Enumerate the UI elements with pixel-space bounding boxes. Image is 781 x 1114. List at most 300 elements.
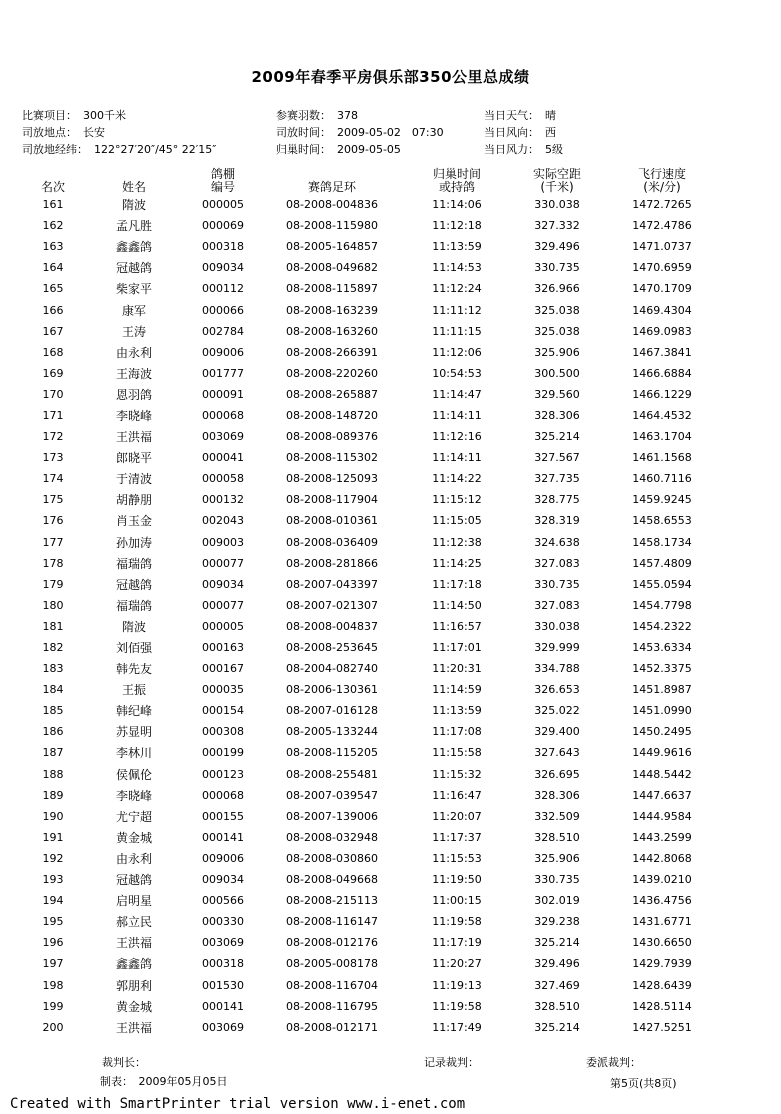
weather-label: 当日天气： (484, 109, 539, 122)
cell-distance: 302.019 (534, 894, 580, 908)
cell-rank: 190 (42, 809, 64, 823)
cell-speed: 1452.3375 (632, 662, 692, 676)
table-row (22, 785, 722, 806)
cell-speed: 1472.7265 (632, 198, 692, 212)
cell-ring: 08-2005-133244 (286, 725, 378, 739)
cell-distance: 325.038 (534, 303, 580, 317)
cell-loft: 000041 (202, 451, 244, 465)
cell-distance: 325.214 (534, 936, 580, 950)
cell-name: 冠越鸽 (115, 261, 152, 276)
cell-speed: 1460.7116 (632, 472, 692, 486)
weather-value: 晴 (545, 109, 556, 122)
cell-distance: 329.238 (534, 915, 580, 929)
cell-time: 11:14:47 (432, 387, 482, 401)
cell-ring: 08-2004-082740 (286, 662, 378, 676)
cell-time: 11:17:37 (432, 830, 482, 844)
cell-ring: 08-2008-116795 (286, 999, 378, 1013)
cell-distance: 325.022 (534, 704, 580, 718)
cell-name: 郝立民 (115, 915, 152, 930)
cell-speed: 1455.0594 (632, 577, 692, 591)
cell-ring: 08-2008-030860 (286, 851, 378, 865)
cell-ring: 08-2008-049682 (286, 261, 378, 275)
cell-ring: 08-2008-116147 (286, 915, 378, 929)
cell-time: 11:13:59 (432, 704, 482, 718)
cell-distance: 325.214 (534, 1020, 580, 1034)
cell-distance: 327.567 (534, 451, 580, 465)
cell-speed: 1439.0210 (632, 873, 692, 887)
table-row (22, 679, 722, 700)
release-time-value: 2009-05-02 07:30 (337, 126, 444, 139)
table-row (22, 553, 722, 574)
page-number: 第5页(共8页) (610, 1077, 677, 1090)
table-row (22, 932, 722, 953)
cell-time: 11:16:57 (432, 619, 482, 633)
cell-distance: 328.306 (534, 408, 580, 422)
cell-speed: 1450.2495 (632, 725, 692, 739)
cell-distance: 300.500 (534, 366, 580, 380)
cell-name: 王洪福 (115, 1020, 152, 1035)
table-row (22, 426, 722, 447)
cell-speed: 1471.0737 (632, 240, 692, 254)
cell-time: 11:14:11 (432, 451, 482, 465)
table-row (22, 658, 722, 679)
cell-speed: 1449.9616 (632, 746, 692, 760)
cell-name: 康军 (121, 303, 146, 318)
cell-loft: 002784 (202, 324, 244, 338)
cell-ring: 08-2008-215113 (286, 894, 378, 908)
cell-ring: 08-2008-265887 (286, 387, 378, 401)
cell-loft: 000058 (202, 472, 244, 486)
cell-ring: 08-2007-043397 (286, 577, 378, 591)
header-rank: 名次 (40, 180, 65, 194)
wind-direction-value: 西 (545, 126, 556, 139)
cell-rank: 172 (42, 430, 64, 444)
cell-loft: 000068 (202, 788, 244, 802)
cell-time: 11:19:13 (432, 978, 482, 992)
cell-rank: 182 (42, 641, 64, 655)
cell-loft: 009006 (202, 851, 244, 865)
cell-ring: 08-2008-163239 (286, 303, 378, 317)
return-time-label: 归巢时间： (276, 143, 331, 156)
cell-loft: 000091 (202, 387, 244, 401)
cell-ring: 08-2008-049668 (286, 873, 378, 887)
cell-time: 11:17:19 (432, 936, 482, 950)
cell-loft: 000566 (202, 894, 244, 908)
cell-name: 黄金城 (115, 999, 152, 1014)
table-row (22, 532, 722, 553)
cell-name: 王洪福 (115, 430, 152, 445)
cell-speed: 1448.5442 (632, 767, 692, 781)
table-row (22, 764, 722, 785)
cell-time: 11:11:12 (432, 303, 482, 317)
cell-rank: 165 (42, 282, 64, 296)
cell-rank: 183 (42, 662, 64, 676)
cell-time: 11:12:38 (432, 535, 482, 549)
watermark: Created with SmartPrinter trial version www.i-enet.com (10, 1096, 466, 1112)
table-row (22, 742, 722, 763)
event-label: 比赛项目： (22, 109, 77, 122)
wind-force-value: 5级 (545, 143, 563, 156)
cell-ring: 08-2008-253645 (286, 641, 378, 655)
cell-rank: 173 (42, 451, 64, 465)
cell-ring: 08-2008-032948 (286, 830, 378, 844)
cell-name: 王涛 (121, 324, 146, 339)
table-row (22, 363, 722, 384)
cell-speed: 1451.0990 (632, 704, 692, 718)
cell-name: 胡静朋 (115, 493, 152, 508)
cell-loft: 009034 (202, 873, 244, 887)
cell-rank: 178 (42, 556, 64, 570)
cell-loft: 009034 (202, 261, 244, 275)
table-row (22, 616, 722, 637)
table-row (22, 890, 722, 911)
cell-time: 11:17:01 (432, 641, 482, 655)
cell-loft: 003069 (202, 936, 244, 950)
cell-rank: 191 (42, 830, 64, 844)
cell-distance: 327.643 (534, 746, 580, 760)
cell-distance: 329.400 (534, 725, 580, 739)
count-label: 参赛羽数： (276, 109, 331, 122)
cell-time: 11:15:12 (432, 493, 482, 507)
cell-ring: 08-2008-010361 (286, 514, 378, 528)
cell-time: 11:15:32 (432, 767, 482, 781)
cell-distance: 327.083 (534, 598, 580, 612)
table-row (22, 194, 722, 215)
cell-distance: 330.038 (534, 198, 580, 212)
cell-rank: 188 (42, 767, 64, 781)
cell-time: 11:15:05 (432, 514, 482, 528)
table-row (22, 595, 722, 616)
cell-speed: 1466.6884 (632, 366, 692, 380)
cell-rank: 179 (42, 577, 64, 591)
cell-distance: 328.510 (534, 999, 580, 1013)
cell-distance: 329.999 (534, 641, 580, 655)
weather-info (484, 108, 556, 124)
cell-speed: 1454.7798 (632, 598, 692, 612)
cell-name: 刘佰强 (115, 641, 152, 656)
cell-speed: 1458.1734 (632, 535, 692, 549)
table-row (22, 468, 722, 489)
cell-loft: 000123 (202, 767, 244, 781)
table-row (22, 911, 722, 932)
cell-rank: 193 (42, 873, 64, 887)
cell-name: 尤宁超 (115, 809, 152, 824)
cell-time: 11:20:31 (432, 662, 482, 676)
cell-rank: 181 (42, 619, 64, 633)
cell-speed: 1457.4809 (632, 556, 692, 570)
table-row (22, 405, 722, 426)
cell-rank: 164 (42, 261, 64, 275)
cell-name: 恩羽鸽 (115, 387, 152, 402)
table-row (22, 447, 722, 468)
cell-speed: 1430.6650 (632, 936, 692, 950)
cell-time: 11:11:15 (432, 324, 482, 338)
cell-time: 11:14:06 (432, 198, 482, 212)
cell-speed: 1458.6553 (632, 514, 692, 528)
cell-name: 孟凡胜 (115, 219, 152, 234)
cell-speed: 1472.4786 (632, 219, 692, 233)
cell-name: 启明星 (115, 894, 152, 909)
cell-speed: 1464.4532 (632, 408, 692, 422)
release-place-info (22, 125, 105, 141)
cell-time: 10:54:53 (432, 366, 482, 380)
table-row (22, 278, 722, 299)
cell-ring: 08-2008-125093 (286, 472, 378, 486)
cell-loft: 000154 (202, 704, 244, 718)
table-row (22, 257, 722, 278)
cell-ring: 08-2007-016128 (286, 704, 378, 718)
cell-distance: 328.319 (534, 514, 580, 528)
cell-ring: 08-2008-004836 (286, 198, 378, 212)
header-speed: 飞行速度 (米/分) (637, 167, 686, 194)
cell-ring: 08-2008-163260 (286, 324, 378, 338)
cell-loft: 000318 (202, 240, 244, 254)
cell-name: 韩先友 (115, 662, 152, 677)
assigned-referee-label: 委派裁判： (586, 1056, 641, 1069)
cell-time: 11:12:18 (432, 219, 482, 233)
wind-direction-info (484, 125, 556, 141)
cell-name: 郭朋利 (115, 978, 152, 993)
cell-rank: 184 (42, 683, 64, 697)
cell-speed: 1461.1568 (632, 451, 692, 465)
coords-label: 司放地经纬： (22, 143, 88, 156)
cell-loft: 000005 (202, 619, 244, 633)
table-row (22, 996, 722, 1017)
header-name: 姓名 (121, 180, 146, 194)
table-row (22, 574, 722, 595)
cell-time: 11:00:15 (432, 894, 482, 908)
cell-time: 11:19:58 (432, 915, 482, 929)
release-place-label: 司放地点： (22, 126, 77, 139)
cell-name: 韩纪峰 (115, 704, 152, 719)
table-row (22, 510, 722, 531)
cell-loft: 000163 (202, 641, 244, 655)
cell-rank: 167 (42, 324, 64, 338)
header-time: 归巢时间 或持鸽 (432, 167, 481, 194)
cell-ring: 08-2008-266391 (286, 345, 378, 359)
cell-distance: 326.695 (534, 767, 580, 781)
cell-speed: 1451.8987 (632, 683, 692, 697)
cell-loft: 009003 (202, 535, 244, 549)
coords-info (22, 142, 216, 158)
table-row (22, 827, 722, 848)
cell-ring: 08-2005-008178 (286, 957, 378, 971)
cell-rank: 187 (42, 746, 64, 760)
cell-speed: 1469.0983 (632, 324, 692, 338)
table-row (22, 974, 722, 995)
cell-time: 11:16:47 (432, 788, 482, 802)
cell-loft: 000167 (202, 662, 244, 676)
cell-ring: 08-2008-115897 (286, 282, 378, 296)
cell-time: 11:20:07 (432, 809, 482, 823)
wind-force-info (484, 142, 563, 158)
cell-distance: 330.735 (534, 873, 580, 887)
cell-loft: 000069 (202, 219, 244, 233)
cell-loft: 000112 (202, 282, 244, 296)
cell-time: 11:14:53 (432, 261, 482, 275)
cell-loft: 000330 (202, 915, 244, 929)
release-time-info (276, 125, 444, 141)
cell-rank: 171 (42, 408, 64, 422)
cell-time: 11:19:50 (432, 873, 482, 887)
cell-speed: 1463.1704 (632, 430, 692, 444)
release-time-label: 司放时间： (276, 126, 331, 139)
cell-speed: 1436.4756 (632, 894, 692, 908)
cell-distance: 324.638 (534, 535, 580, 549)
cell-distance: 329.496 (534, 240, 580, 254)
cell-rank: 198 (42, 978, 64, 992)
header-loft: 鸽棚 编号 (210, 167, 235, 194)
cell-loft: 000035 (202, 683, 244, 697)
cell-loft: 000132 (202, 493, 244, 507)
cell-distance: 325.906 (534, 345, 580, 359)
cell-distance: 327.332 (534, 219, 580, 233)
cell-name: 于清波 (115, 472, 152, 487)
cell-loft: 002043 (202, 514, 244, 528)
table-row (22, 215, 722, 236)
cell-ring: 08-2008-012176 (286, 936, 378, 950)
cell-rank: 196 (42, 936, 64, 950)
cell-ring: 08-2007-139006 (286, 809, 378, 823)
cell-loft: 003069 (202, 1020, 244, 1034)
header-distance: 实际空距 (千米) (532, 167, 581, 194)
table-row (22, 489, 722, 510)
cell-loft: 000068 (202, 408, 244, 422)
cell-time: 11:17:08 (432, 725, 482, 739)
cell-distance: 330.735 (534, 577, 580, 591)
header-ring: 赛鸽足环 (307, 180, 356, 194)
cell-time: 11:19:58 (432, 999, 482, 1013)
cell-loft: 009006 (202, 345, 244, 359)
cell-name: 由永利 (115, 345, 152, 360)
cell-speed: 1466.1229 (632, 387, 692, 401)
cell-ring: 08-2008-089376 (286, 430, 378, 444)
cell-time: 11:14:50 (432, 598, 482, 612)
cell-distance: 328.306 (534, 788, 580, 802)
cell-rank: 175 (42, 493, 64, 507)
cell-distance: 330.735 (534, 261, 580, 275)
cell-ring: 08-2008-281866 (286, 556, 378, 570)
cell-time: 11:12:24 (432, 282, 482, 296)
cell-speed: 1469.4304 (632, 303, 692, 317)
cell-time: 11:12:16 (432, 430, 482, 444)
cell-name: 隋波 (121, 619, 146, 634)
cell-speed: 1442.8068 (632, 851, 692, 865)
cell-time: 11:15:53 (432, 851, 482, 865)
cell-time: 11:13:59 (432, 240, 482, 254)
cell-speed: 1470.1709 (632, 282, 692, 296)
cell-loft: 000308 (202, 725, 244, 739)
cell-ring: 08-2007-039547 (286, 788, 378, 802)
cell-name: 柴家平 (115, 282, 152, 297)
cell-loft: 009034 (202, 577, 244, 591)
cell-rank: 168 (42, 345, 64, 359)
cell-distance: 329.496 (534, 957, 580, 971)
cell-distance: 327.735 (534, 472, 580, 486)
cell-distance: 326.653 (534, 683, 580, 697)
cell-ring: 08-2008-116704 (286, 978, 378, 992)
cell-name: 鑫鑫鸽 (115, 240, 152, 255)
cell-loft: 003069 (202, 430, 244, 444)
cell-distance: 334.788 (534, 662, 580, 676)
table-row (22, 321, 722, 342)
cell-distance: 327.469 (534, 978, 580, 992)
cell-speed: 1427.5251 (632, 1020, 692, 1034)
table-row (22, 1017, 722, 1038)
wind-force-label: 当日风力： (484, 143, 539, 156)
cell-ring: 08-2008-115205 (286, 746, 378, 760)
cell-time: 11:12:06 (432, 345, 482, 359)
cell-time: 11:14:25 (432, 556, 482, 570)
referee-chief-label: 裁判长： (102, 1056, 146, 1069)
cell-speed: 1454.2322 (632, 619, 692, 633)
cell-speed: 1429.7939 (632, 957, 692, 971)
cell-name: 李林川 (115, 746, 152, 761)
cell-loft: 001530 (202, 978, 244, 992)
cell-rank: 162 (42, 219, 64, 233)
cell-ring: 08-2008-117904 (286, 493, 378, 507)
cell-ring: 08-2008-255481 (286, 767, 378, 781)
table-row (22, 236, 722, 257)
cell-speed: 1431.6771 (632, 915, 692, 929)
cell-name: 王海波 (115, 366, 152, 381)
cell-name: 隋波 (121, 198, 146, 213)
count-info (276, 108, 358, 124)
cell-name: 侯佩伦 (115, 767, 152, 782)
cell-ring: 08-2008-004837 (286, 619, 378, 633)
table-row (22, 848, 722, 869)
cell-rank: 161 (42, 198, 64, 212)
cell-time: 11:14:59 (432, 683, 482, 697)
cell-loft: 000155 (202, 809, 244, 823)
results-table (22, 162, 722, 1038)
cell-distance: 332.509 (534, 809, 580, 823)
cell-name: 王洪福 (115, 936, 152, 951)
cell-distance: 326.966 (534, 282, 580, 296)
coords-value: 122°27′20″/45° 22′15″ (94, 143, 217, 156)
cell-name: 王振 (121, 683, 146, 698)
wind-direction-label: 当日风向： (484, 126, 539, 139)
cell-distance: 327.083 (534, 556, 580, 570)
cell-speed: 1467.3841 (632, 345, 692, 359)
cell-distance: 325.038 (534, 324, 580, 338)
event-value: 300千米 (83, 109, 126, 122)
table-row (22, 869, 722, 890)
cell-loft: 000141 (202, 999, 244, 1013)
cell-rank: 199 (42, 999, 64, 1013)
cell-name: 鑫鑫鸽 (115, 957, 152, 972)
cell-rank: 166 (42, 303, 64, 317)
table-row (22, 721, 722, 742)
cell-speed: 1453.6334 (632, 641, 692, 655)
cell-rank: 169 (42, 366, 64, 380)
cell-time: 11:14:22 (432, 472, 482, 486)
cell-ring: 08-2005-164857 (286, 240, 378, 254)
cell-distance: 328.510 (534, 830, 580, 844)
cell-ring: 08-2008-012171 (286, 1020, 378, 1034)
cell-loft: 000318 (202, 957, 244, 971)
return-time-info (276, 142, 401, 158)
cell-rank: 185 (42, 704, 64, 718)
table-row (22, 342, 722, 363)
cell-loft: 000077 (202, 598, 244, 612)
cell-speed: 1443.2599 (632, 830, 692, 844)
cell-name: 冠越鸽 (115, 873, 152, 888)
table-row (22, 953, 722, 974)
cell-rank: 170 (42, 387, 64, 401)
cell-speed: 1428.6439 (632, 978, 692, 992)
cell-loft: 000005 (202, 198, 244, 212)
